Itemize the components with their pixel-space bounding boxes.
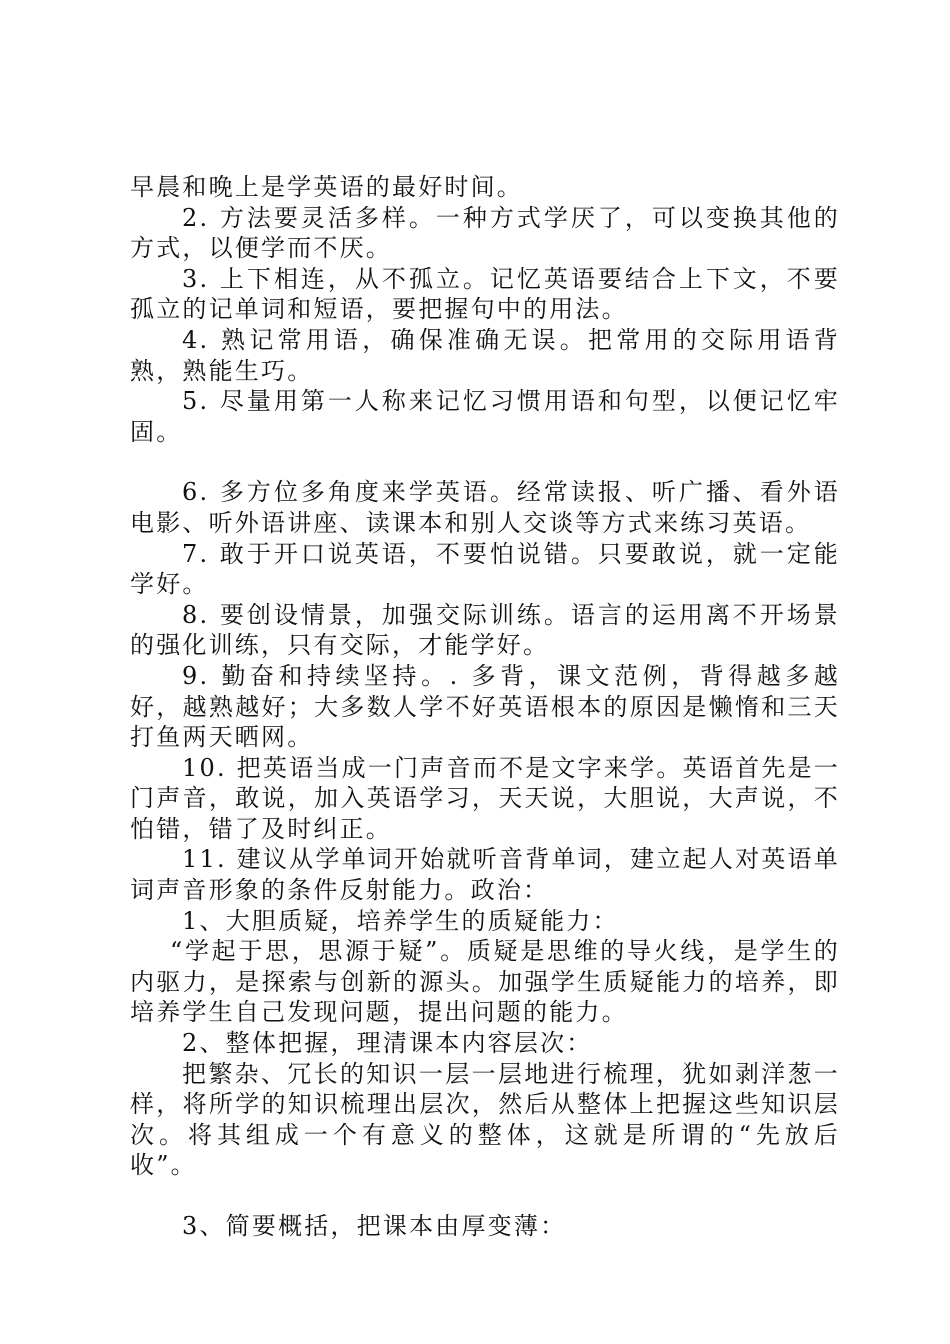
paragraph-tip-6: 6. 多方位多角度来学英语。经常读报、听广播、看外语电影、听外语讲座、读课本和别人交谈等方式来练习英语。: [130, 478, 840, 537]
paragraph-tip-8: 8. 要创设情景，加强交际训练。语言的运用离不开场景的强化训练，只有交际，才能学好。: [130, 600, 840, 660]
paragraph-politics-2-heading: 2、整体把握，理清课本内容层次：: [182, 1029, 593, 1058]
paragraph-politics-3-heading: 3、简要概括，把课本由厚变薄：: [182, 1212, 567, 1240]
paragraph-tip-5: 5. 尽量用第一人称来记忆习惯用语和句型，以便记忆牢固。: [130, 387, 840, 446]
paragraph-tip-3: 3. 上下相连，从不孤立。记忆英语要结合上下文，不要孤立的记单词和短语，要把握句中的用法。: [130, 264, 840, 324]
paragraph-politics-2-body: 把繁杂、冗长的知识一层一层地进行梳理，犹如剥洋葱一样，将所学的知识梳理出层次，然后从整体上把握这些知识层次。将其组成一个有意义的整体，这就是所谓的“先放后收”。: [130, 1059, 840, 1180]
paragraph-study-time: 早晨和晚上是学英语的最好时间。: [130, 173, 523, 201]
paragraph-tip-10: 10. 把英语当成一门声音而不是文字来学。英语首先是一门声音，敢说，加入英语学习，天天说，大胆说，大声说，不怕错，错了及时纠正。: [130, 753, 840, 843]
paragraph-tip-2: 2. 方法要灵活多样。一种方式学厌了，可以变换其他的方式，以便学而不厌。: [130, 203, 840, 263]
paragraph-tip-7: 7. 敢于开口说英语，不要怕说错。只要敢说，就一定能学好。: [130, 539, 840, 599]
paragraph-tip-11: 11. 建议从学单词开始就听音背单词，建立起人对英语单词声音形象的条件反射能力。政治：: [130, 845, 840, 905]
document-body: [130, 172, 840, 1242]
paragraph-politics-1-heading: 1、大胆质疑，培养学生的质疑能力：: [182, 906, 619, 935]
paragraph-tip-4: 4. 熟记常用语，确保准确无误。把常用的交际用语背熟，熟能生巧。: [130, 325, 840, 385]
paragraph-politics-1-body: “学起于思，思源于疑”。质疑是思维的导火线，是学生的内驱力，是探索与创新的源头。加强学生质疑能力的培养，即培养学生自己发现问题，提出问题的能力。: [130, 937, 840, 1027]
paragraph-tip-9: 9. 勤奋和持续坚持。. 多背，课文范例，背得越多越好，越熟越好；大多数人学不好英语根本的原因是懒惰和三天打鱼两天晒网。: [130, 661, 840, 752]
